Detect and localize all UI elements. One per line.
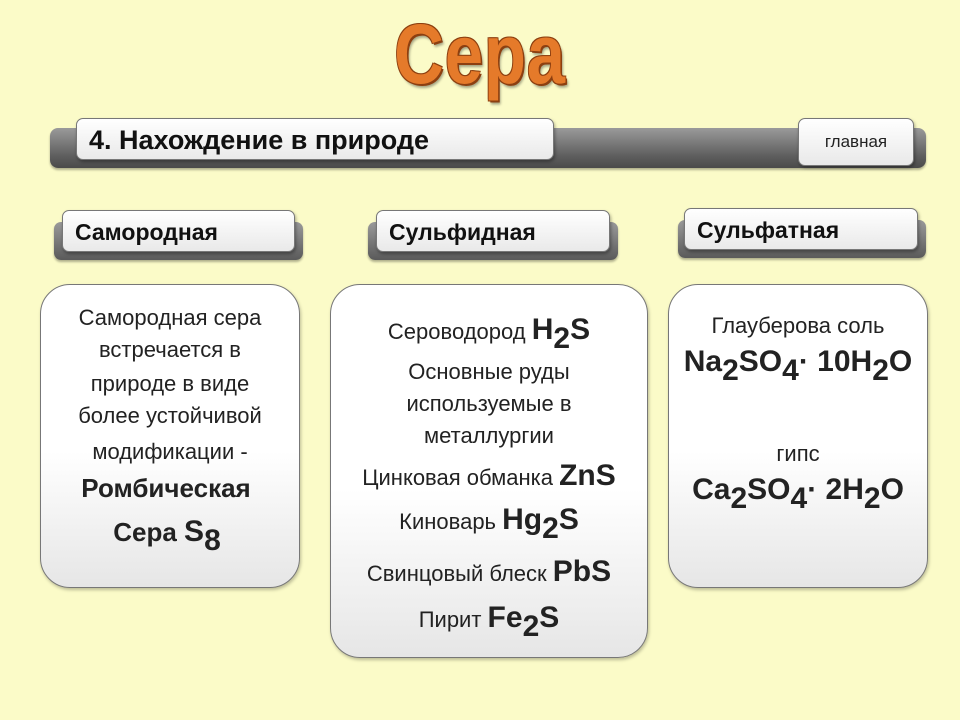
formula-part: Na <box>683 345 723 378</box>
gypsum-formula <box>669 473 927 515</box>
formula-part: Ca <box>692 473 731 506</box>
native-text-line: природе в виде <box>90 371 250 396</box>
formula-part: SO <box>738 345 783 378</box>
formula-subscript: 2 <box>722 354 739 387</box>
formula-part: SO <box>747 473 791 506</box>
formula-part: ZnS <box>559 459 616 492</box>
formula-subscript: 4 <box>782 354 799 387</box>
glauber-salt-label: Глауберова соль <box>711 313 885 338</box>
mineral-label: Киноварь <box>399 509 503 534</box>
native-text-line: Самородная сера <box>78 305 262 330</box>
formula-part: · 10H <box>798 345 873 378</box>
tab-sulfate: Сульфатная <box>684 208 918 250</box>
home-button[interactable]: главная <box>798 118 914 166</box>
formula-part: S <box>558 503 579 536</box>
native-text-line: встречается в <box>98 337 241 362</box>
ores-text-line: металлургии <box>424 423 554 448</box>
h2s-label: Сероводород <box>387 319 532 344</box>
card-sulfide <box>330 284 648 658</box>
mineral-label: Свинцовый блеск <box>366 561 553 586</box>
gypsum-label: гипс <box>776 441 820 466</box>
glauber-salt-formula <box>669 345 927 387</box>
mineral-label: Цинковая обманка <box>362 465 560 490</box>
formula-subscript: 2 <box>553 322 571 355</box>
native-text-line: более устойчивой <box>78 403 262 428</box>
formula-prefix: Сера <box>113 517 185 547</box>
section-title: 4. Нахождение в природе <box>76 118 554 160</box>
mineral-row-pyrite <box>331 601 647 643</box>
tab-native: Самородная <box>62 210 295 252</box>
mineral-row-galena <box>331 555 647 589</box>
formula-subscript: 4 <box>790 482 808 515</box>
formula-symbol: S <box>184 515 205 548</box>
formula-subscript: 2 <box>730 482 748 515</box>
formula-subscript: 2 <box>522 610 540 643</box>
native-text-line: модификации - <box>92 439 248 464</box>
formula-part: O <box>880 473 904 506</box>
card-native <box>40 284 300 588</box>
mineral-label: Пирит <box>418 607 488 632</box>
ores-text-line: Основные руды <box>408 359 570 384</box>
mineral-row-zinc <box>331 459 647 493</box>
formula-part: · 2H <box>807 473 864 506</box>
formula-part: S <box>570 313 591 346</box>
formula-subscript: 2 <box>872 354 889 387</box>
formula-subscript: 8 <box>204 524 221 557</box>
formula-part: PbS <box>552 555 612 588</box>
formula-part: Hg <box>502 503 543 536</box>
slide-title: Сера <box>394 7 566 101</box>
h2s-row <box>331 313 647 355</box>
formula-part: H <box>531 313 554 346</box>
ores-text-line: используемые в <box>406 391 572 416</box>
formula-subscript: 2 <box>863 482 881 515</box>
formula-part: S <box>539 601 560 634</box>
mineral-row-cinnabar <box>331 503 647 545</box>
rhombic-label: Ромбическая <box>81 473 251 503</box>
card-sulfate <box>668 284 928 588</box>
formula-part: Fe <box>487 601 523 634</box>
formula-part: O <box>888 345 913 378</box>
tab-sulfide: Сульфидная <box>376 210 610 252</box>
native-formula <box>35 515 299 557</box>
formula-subscript: 2 <box>542 512 559 545</box>
